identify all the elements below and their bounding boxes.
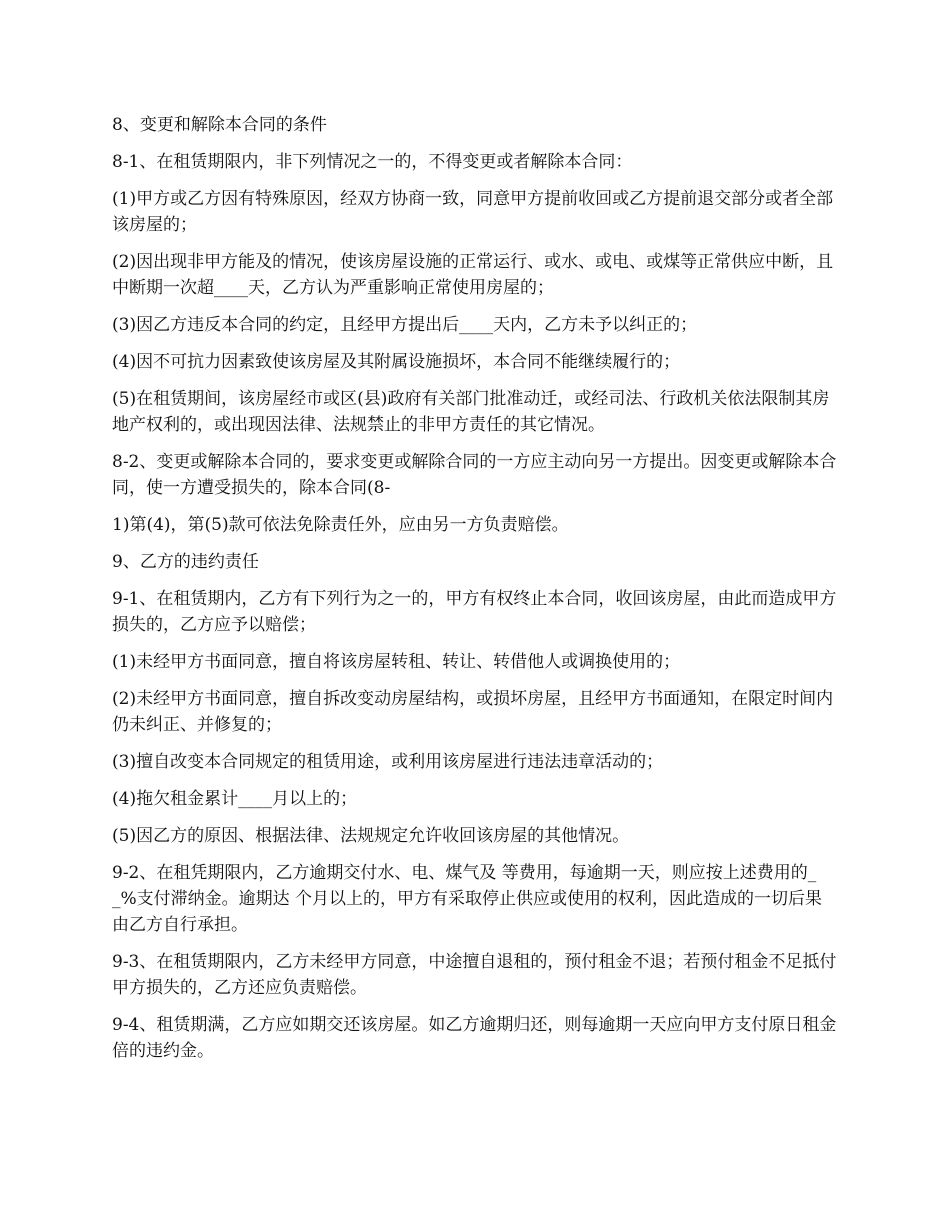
clause-8-2: 8-2、变更或解除本合同的，要求变更或解除合同的一方应主动向另一方提出。因变更或解除本合同，使一方遭受损失的，除本合同(8- xyxy=(112,452,837,498)
clause-9-1-item-5: (5)因乙方的原因、根据法律、法规规定允许收回该房屋的其他情况。 xyxy=(112,826,630,846)
section-heading-8: 8、变更和解除本合同的条件 xyxy=(112,115,327,135)
clause-9-1-item-1: (1)未经甲方书面同意，擅自将该房屋转租、转让、转借他人或调换使用的； xyxy=(112,652,681,672)
clause-8-1-item-4: (4)因不可抗力因素致使该房屋及其附属设施损坏，本合同不能继续履行的； xyxy=(112,352,681,372)
clause-9-1: 9-1、在租赁期内，乙方有下列行为之一的，甲方有权终止本合同，收回该房屋，由此而造成甲方损失的，乙方应予以赔偿； xyxy=(112,589,837,635)
clause-8-1-item-3: (3)因乙方违反本合同的约定，且经甲方提出后____天内，乙方未予以纠正的； xyxy=(112,315,698,335)
clause-9-1-item-2: (2)未经甲方书面同意，擅自拆改变动房屋结构，或损坏房屋，且经甲方书面通知，在限定时间内仍未纠正、并修复的； xyxy=(112,689,834,735)
clause-9-4: 9-4、租赁期满，乙方应如期交还该房屋。如乙方逾期归还，则每逾期一天应向甲方支付原日租金 倍的违约金。 xyxy=(112,1015,837,1061)
document-body xyxy=(112,112,838,1075)
clause-9-2: 9-2、在租凭期限内，乙方逾期交付水、电、煤气及 等费用，每逾期一天，则应按上述费用的__%支付滞纳金。逾期达 个月以上的，甲方有采取停止供应或使用的权利，因此造成的一切后果由乙方自行承担。 xyxy=(112,863,823,935)
clause-8-1-item-1: (1)甲方或乙方因有特殊原因，经双方协商一致，同意甲方提前收回或乙方提前退交部分或者全部该房屋的； xyxy=(112,189,834,235)
clause-8-1-item-2: (2)因出现非甲方能及的情况，使该房屋设施的正常运行、或水、或电、或煤等正常供应中断，且中断期一次超____天，乙方认为严重影响正常使用房屋的； xyxy=(112,252,834,298)
clause-9-1-item-4: (4)拖欠租金累计____月以上的； xyxy=(112,789,358,809)
clause-8-1: 8-1、在租赁期限内，非下列情况之一的，不得变更或者解除本合同： xyxy=(112,152,633,172)
section-heading-9: 9、乙方的违约责任 xyxy=(112,552,259,572)
clause-8-2-continued: 1)第(4)，第(5)款可依法免除责任外，应由另一方负责赔偿。 xyxy=(112,515,569,535)
clause-8-1-item-5: (5)在租赁期间，该房屋经市或区(县)政府有关部门批准动迁，或经司法、行政机关依法限制其房地产权利的，或出现因法律、法规禁止的非甲方责任的其它情况。 xyxy=(112,389,830,435)
clause-9-1-item-3: (3)擅自改变本合同规定的租赁用途，或利用该房屋进行违法违章活动的； xyxy=(112,752,664,772)
clause-9-3: 9-3、在租赁期限内，乙方未经甲方同意，中途擅自退租的，预付租金不退；若预付租金不足抵付甲方损失的，乙方还应负责赔偿。 xyxy=(112,952,837,998)
